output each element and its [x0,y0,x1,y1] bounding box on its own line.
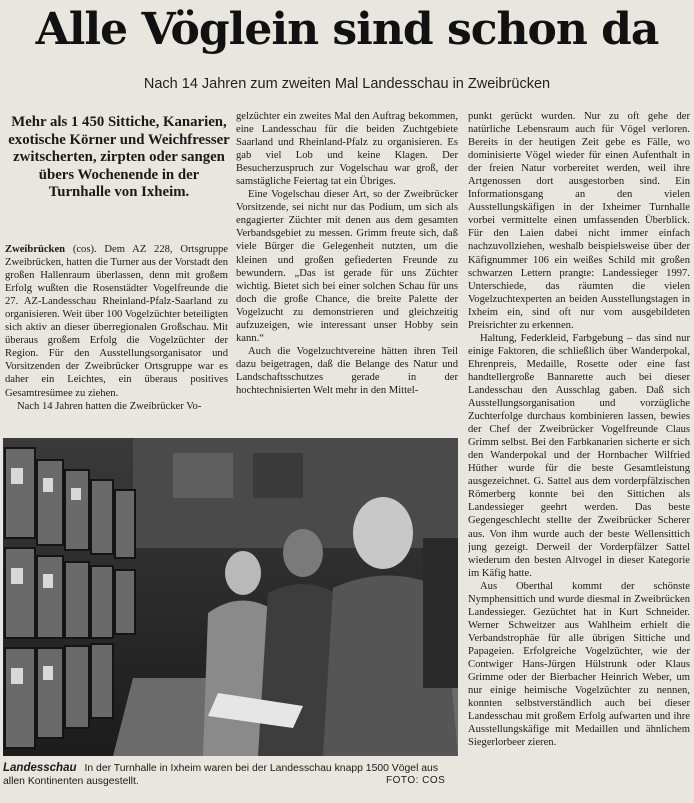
article-paragraph: Aus Oberthal kommt der schönste Nymphensittich und wurde diesmal in Zweibrücken Landessieger. Gezüchtet hat in Kurt Schneider. Werner Schweitzer aus Wahlheim erhielt die Verbandstrophäe für alle übrigen Sittiche und Papageien. Erfolgreiche Vogelzüchter, wie der Contwiger Hans-Jürgen Hülstrunk oder Klaus Grimme oder der Bierbacher Heinrich Weber, um nur einige heimische Vogelzüchter zu nennen, konnten selbstverständlich auch bei dieser Landesschau mit großem Erfolg aufwarten und ihre Ausstellungskäfige mit Medaillen und ähnlichem Siegerlorbeer zieren. [468,580,690,749]
article-paragraph: Haltung, Federkleid, Farbgebung – das sind nur einige Faktoren, die schließlich über Wanderpokal, Ehrenpreis, Medaille, Rosette oder eine fast handtellergroße Bannarette auch bei dieser Landesschau den Ausschlag gaben. Daß sich Ausstellungsorganisation und vorzügliche Zuchterfolge durchaus kombinieren lassen, bewies der Chef der Zweibrücker Vogelfreunde Claus Grimm selbst. Bei den Farbkanarien sicherte er sich den Wanderpokal und der Hornbacher Wilfried Hüther wurde für die beste Gesamtleistung ausgezeichnet. G. Sattel aus dem vorderpfälzischen Römerberg konnte bei den Sittichen als Landessieger geehrt werden. Das beste Gegengeschlecht stellte der Zweibrücker Scherer aus. Von ihm wurde auch der beste Wellensittich jung gezeigt. Derweil der Vorderpfälzer Sattel wiederum den besten Altvogel in dieser Kategorie im Käfig hatte. [468,332,690,579]
dateline: Zweibrücken [5,244,66,255]
article-headline: Alle Vöglein sind schon da [35,4,659,55]
article-paragraph: Eine Vogelschau dieser Art, so der Zweibrücker Vorsitzende, sei nicht nur das Podium, um sich als engagierter Züchter mit denen aus dem gesamten Verbandsgebiet zu messen. Grimm freute sich, daß viele Bürger die Gelegenheit nutzten, um die kleinen und großen gefiederten Freunde zu bewundern. „Das ist gerade für uns Züchter wichtig. Bietet sich bei einer solchen Schau für uns doch die große Chance, die breite Palette der Vogelzucht zu demonstrieren und gleichzeitig aufzuzeigen, wie interessant unser Hobby sein kann.“ [236,189,458,344]
article-photo [3,438,458,756]
photo-illustration [3,438,458,756]
article-column-2 [236,110,458,430]
article-paragraph: Auch die Vogelzuchtvereine hätten ihren Teil dazu beigetragen, daß die Belange des Natur und Landschaftsschutzes gerade in der hochtechnisierten Welt mehr in den Mittel- [236,345,458,396]
article-subheadline: Nach 14 Jahren zum zweiten Mal Landesschau in Zweibrücken [143,76,551,92]
article-teaser: Mehr als 1 450 Sittiche, Kanarien, exotische Körner und Weichfresser zwitscherten, zirpten oder sangen übers Wochenende in der Turnhalle von Ixheim. [8,114,230,201]
caption-text: In der Turnhalle in Ixheim waren bei der Landesschau knapp 1500 Vögel aus allen Kontinenten ausgestellt. [3,763,439,787]
article-column-1 [5,243,228,429]
article-paragraph: punkt gerückt wurden. Nur zu oft gehe der natürliche Lebensraum auch für Vögel verloren. Bereits in der heutigen Zeit gebe es Fälle, wo dominisierte Vögel wieder für einen Aufenthalt in der freien Natur vorbereitet werden, weil ihre Artgenossen dort ausgestorben sind. Ein Informationsgang an den vielen Ausstellungskäfigen in der Ixheimer Turnhalle vorbei vermittelte einen umfassenden Überblick. Für den Laien dabei nicht immer einfach nachzuvollziehen, weshalb beispielsweise über der Käfignummer 106 ein weißes Schild mit großen schwarzen Lettern prangte: Landessieger 1997. Unterschiede, das räumten die vielen Vogelzuchtexperten an beiden Ausstellungstagen in Ixheim ein, sind oft nur vom ausgebildeten Preisrichter zu erkennen. [468,111,690,331]
caption-label: Landesschau [3,762,77,774]
photo-credit: FOTO: COS [386,775,446,786]
paragraph-text: Dem AZ 228, Ortsgruppe Zweibrücken, hatten die Turner aus der Vorstadt den großen Hallenraum überlassen, denn mit großem Erfolg wußten die Rosenstädter Vogelfreunde die 27. AZ-Landesschau Rheinland-Pfalz-Saarland zu organisieren. Weit über 100 Vogelzüchter beteiligten sich aktiv an dieser überregionalen Großschau. Mit überaus großem Erfolg die Vogelzüchter der Region. Für den Ausstellungsorganisator und Vorsitzenden der Zweibrücker Ortsgruppe war es daher ein Leichtes, ein überaus positives Gesamtresümee zu ziehen. [5,244,228,399]
article-paragraph: Nach 14 Jahren hatten die Zweibrücker Vo- [17,400,202,412]
article-paragraph [5,243,228,400]
dateline-source: (cos). [72,244,97,255]
article-column-3 [468,110,690,800]
article-paragraph: gelzüchter ein zweites Mal den Auftrag bekommen, eine Landesschau für die beiden Zuchtgebiete Saarland und Rheinland-Pfalz zu organisieren. Es gab viel Lob und keine Klagen. Der Besucherzuspruch zur Vogelschau war groß, der samstägliche Feiertag tat ein Übriges. [236,111,458,188]
